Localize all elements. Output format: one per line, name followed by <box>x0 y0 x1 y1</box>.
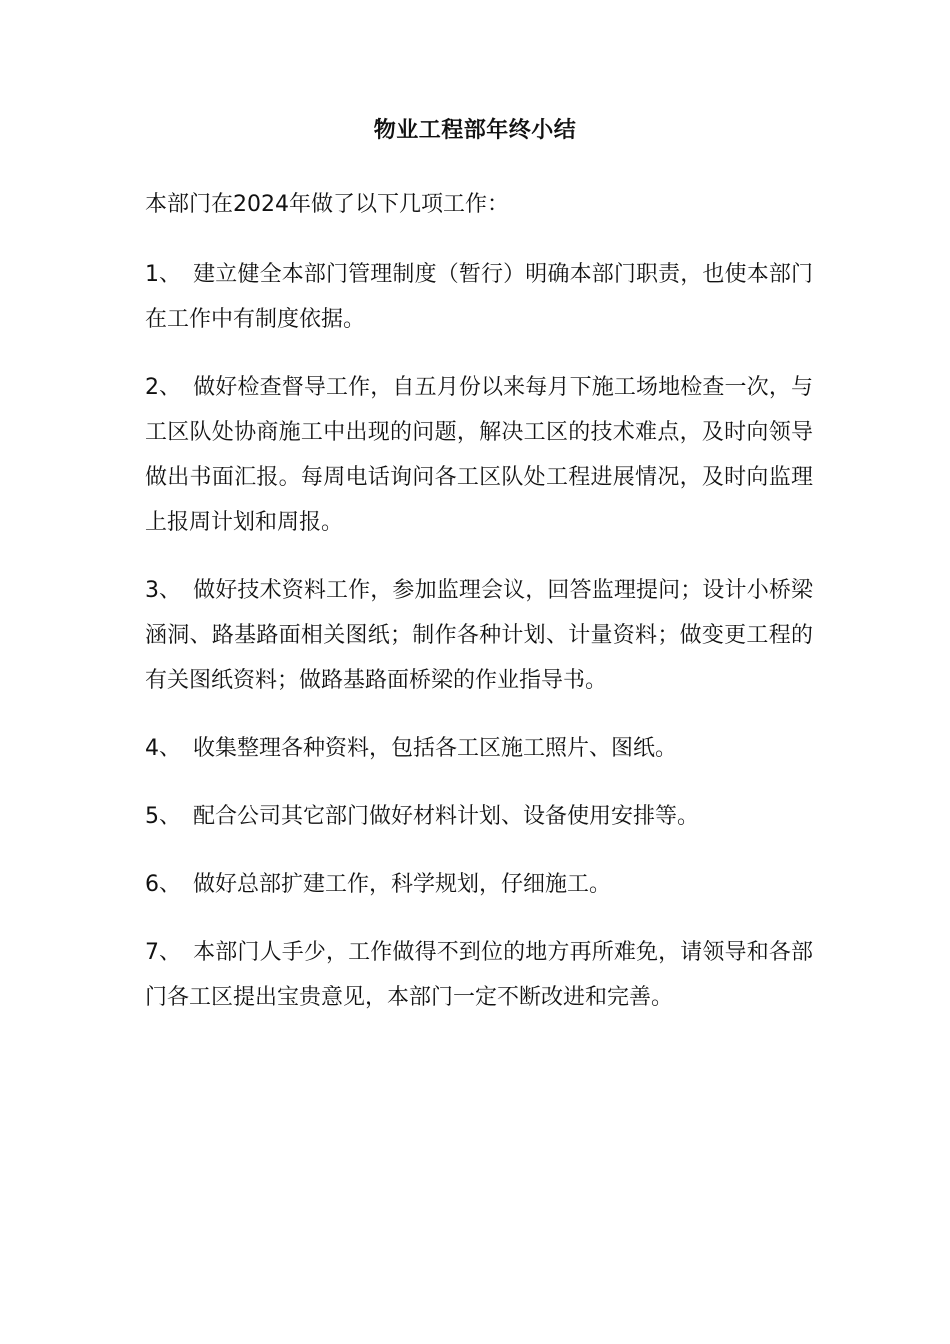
list-item <box>145 862 813 907</box>
intro-paragraph: 本部门在2024年做了以下几项工作： <box>145 192 509 217</box>
item-number: 1、 <box>145 262 181 287</box>
item-number: 6、 <box>145 872 181 897</box>
list-item <box>145 726 813 771</box>
item-number: 3、 <box>145 578 181 603</box>
item-text: 收集整理各种资料，包括各工区施工照片、图纸。 <box>193 736 678 761</box>
item-text: 建立健全本部门管理制度（暂行）明确本部门职责，也使本部门在工作中有制度依据。 <box>145 262 813 332</box>
list-item <box>145 568 813 703</box>
item-text: 本部门人手少，工作做得不到位的地方再所难免，请领导和各部门各工区提出宝贵意见，本部门一定不断改进和完善。 <box>145 940 813 1010</box>
list-item <box>145 365 813 545</box>
list-item <box>145 794 813 839</box>
document-body <box>145 182 813 1043</box>
list-item <box>145 252 813 342</box>
item-text: 做好技术资料工作，参加监理会议，回答监理提问；设计小桥梁涵洞、路基路面相关图纸；制作各种计划、计量资料；做变更工程的有关图纸资料；做路基路面桥梁的作业指导书。 <box>145 578 813 693</box>
document-title: 物业工程部年终小结 <box>373 118 577 143</box>
item-text: 做好总部扩建工作，科学规划，仔细施工。 <box>193 872 612 897</box>
item-text: 配合公司其它部门做好材料计划、设备使用安排等。 <box>193 804 700 829</box>
item-number: 2、 <box>145 375 181 400</box>
item-number: 5、 <box>145 804 181 829</box>
item-number: 4、 <box>145 736 181 761</box>
item-number: 7、 <box>145 940 181 965</box>
item-text: 做好检查督导工作，自五月份以来每月下施工场地检查一次，与工区队处协商施工中出现的问题，解决工区的技术难点，及时向领导做出书面汇报。每周电话询问各工区队处工程进展情况，及时向监理上报周计划和周报。 <box>145 375 813 535</box>
list-item <box>145 930 813 1020</box>
